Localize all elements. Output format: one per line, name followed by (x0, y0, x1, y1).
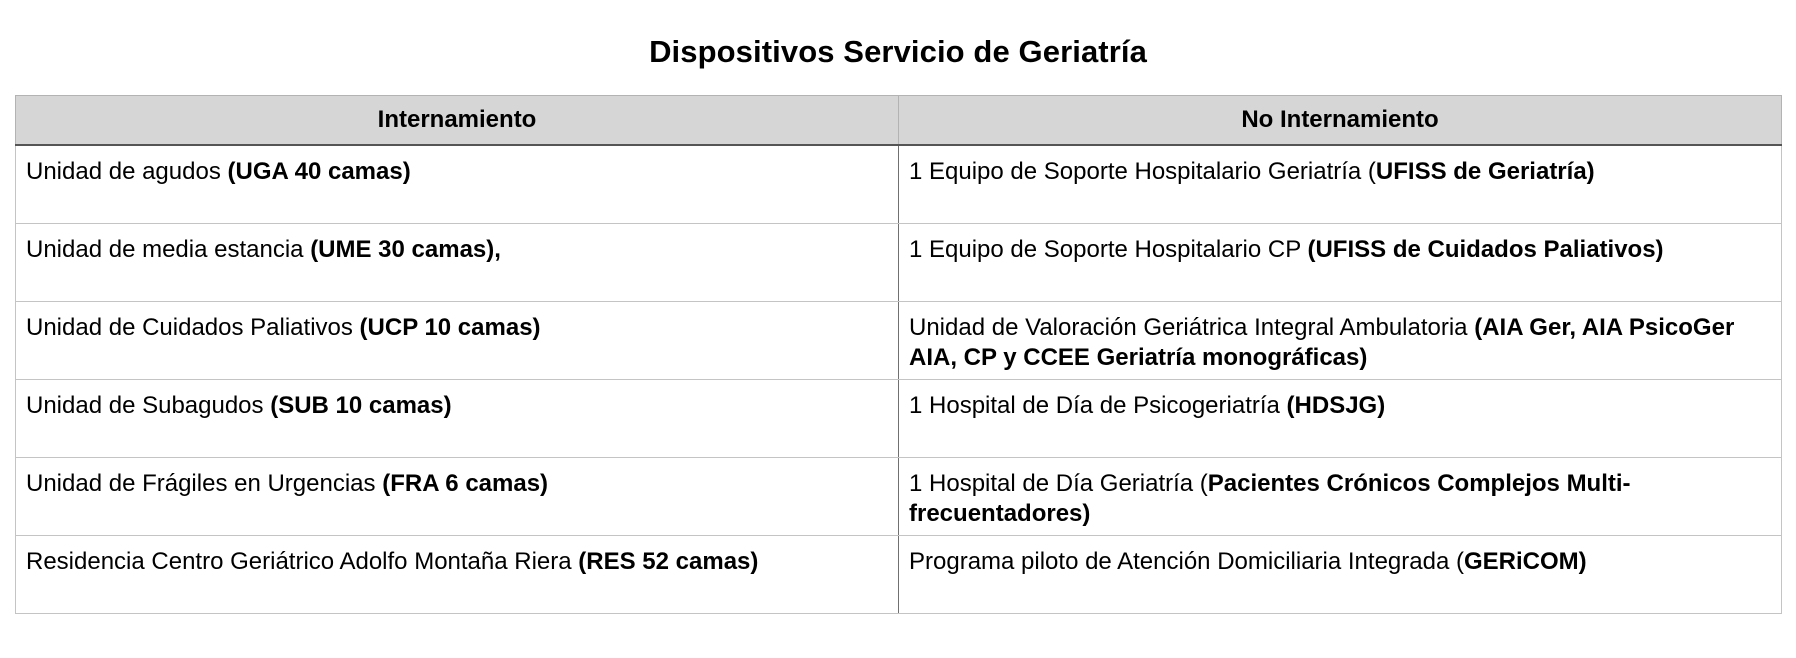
no-internamiento-cell (899, 457, 1782, 535)
cell-text: Unidad de Frágiles en Urgencias (26, 469, 383, 497)
cell-text: Unidad de Valoración Geriátrica Integral Ambulatoria (909, 313, 1475, 341)
table-row (16, 379, 1782, 457)
no-internamiento-cell (899, 223, 1782, 301)
internamiento-cell (16, 535, 899, 613)
cell-bold-text: (HDSJG) (1286, 391, 1386, 419)
page-title: Dispositivos Servicio de Geriatría (649, 34, 1147, 69)
cell-text: 1 Hospital de Día Geriatría ( (909, 469, 1208, 497)
no-internamiento-cell (899, 535, 1782, 613)
table-row (16, 457, 1782, 535)
cell-bold-text: UFISS de Geriatría) (1375, 158, 1595, 185)
cell-text: Unidad de Subagudos (26, 391, 271, 419)
cell-text: 1 Hospital de Día de Psicogeriatría (909, 391, 1287, 419)
cell-text: 1 Equipo de Soporte Hospitalario CP (909, 235, 1308, 263)
cell-bold-text: GERiCOM) (1463, 547, 1587, 575)
cell-bold-text: (SUB 10 camas) (270, 391, 452, 419)
cell-bold-text: (AIA Ger, AIA PsicoGer AIA, CP y CCEE Geriatría monográficas) (909, 313, 1735, 371)
cell-bold-text: (RES 52 camas) (578, 547, 759, 575)
no-internamiento-cell (899, 301, 1782, 379)
column-header-no-internamiento: No Internamiento (899, 96, 1782, 146)
internamiento-cell (16, 379, 899, 457)
internamiento-cell (16, 145, 899, 223)
no-internamiento-cell (899, 379, 1782, 457)
cell-bold-text: (UGA 40 camas) (227, 158, 411, 185)
cell-text: Programa piloto de Atención Domiciliaria Integrada ( (909, 547, 1464, 575)
cell-bold-text: (UFISS de Cuidados Paliativos) (1307, 235, 1664, 263)
table-row (16, 223, 1782, 301)
table-header-row (16, 96, 1782, 146)
table-row (16, 535, 1782, 613)
cell-text: Unidad de agudos (26, 158, 228, 185)
column-header-internamiento: Internamiento (16, 96, 899, 146)
table-row (16, 301, 1782, 379)
table-row (16, 145, 1782, 223)
cell-text: 1 Equipo de Soporte Hospitalario Geriatría ( (909, 158, 1376, 185)
cell-text: Residencia Centro Geriátrico Adolfo Montaña Riera (26, 547, 579, 575)
internamiento-cell (16, 457, 899, 535)
cell-bold-text: (FRA 6 camas) (382, 469, 549, 497)
internamiento-cell (16, 301, 899, 379)
no-internamiento-cell (899, 145, 1782, 223)
cell-text: Unidad de Cuidados Paliativos (26, 313, 360, 341)
internamiento-cell (16, 223, 899, 301)
cell-bold-text: (UCP 10 camas) (359, 313, 541, 341)
cell-bold-text: Pacientes Crónicos Complejos Multi-frecuentadores) (909, 469, 1631, 527)
cell-text: Unidad de media estancia (26, 235, 311, 263)
cell-bold-text: (UME 30 camas), (310, 235, 501, 263)
devices-table (15, 95, 1782, 614)
